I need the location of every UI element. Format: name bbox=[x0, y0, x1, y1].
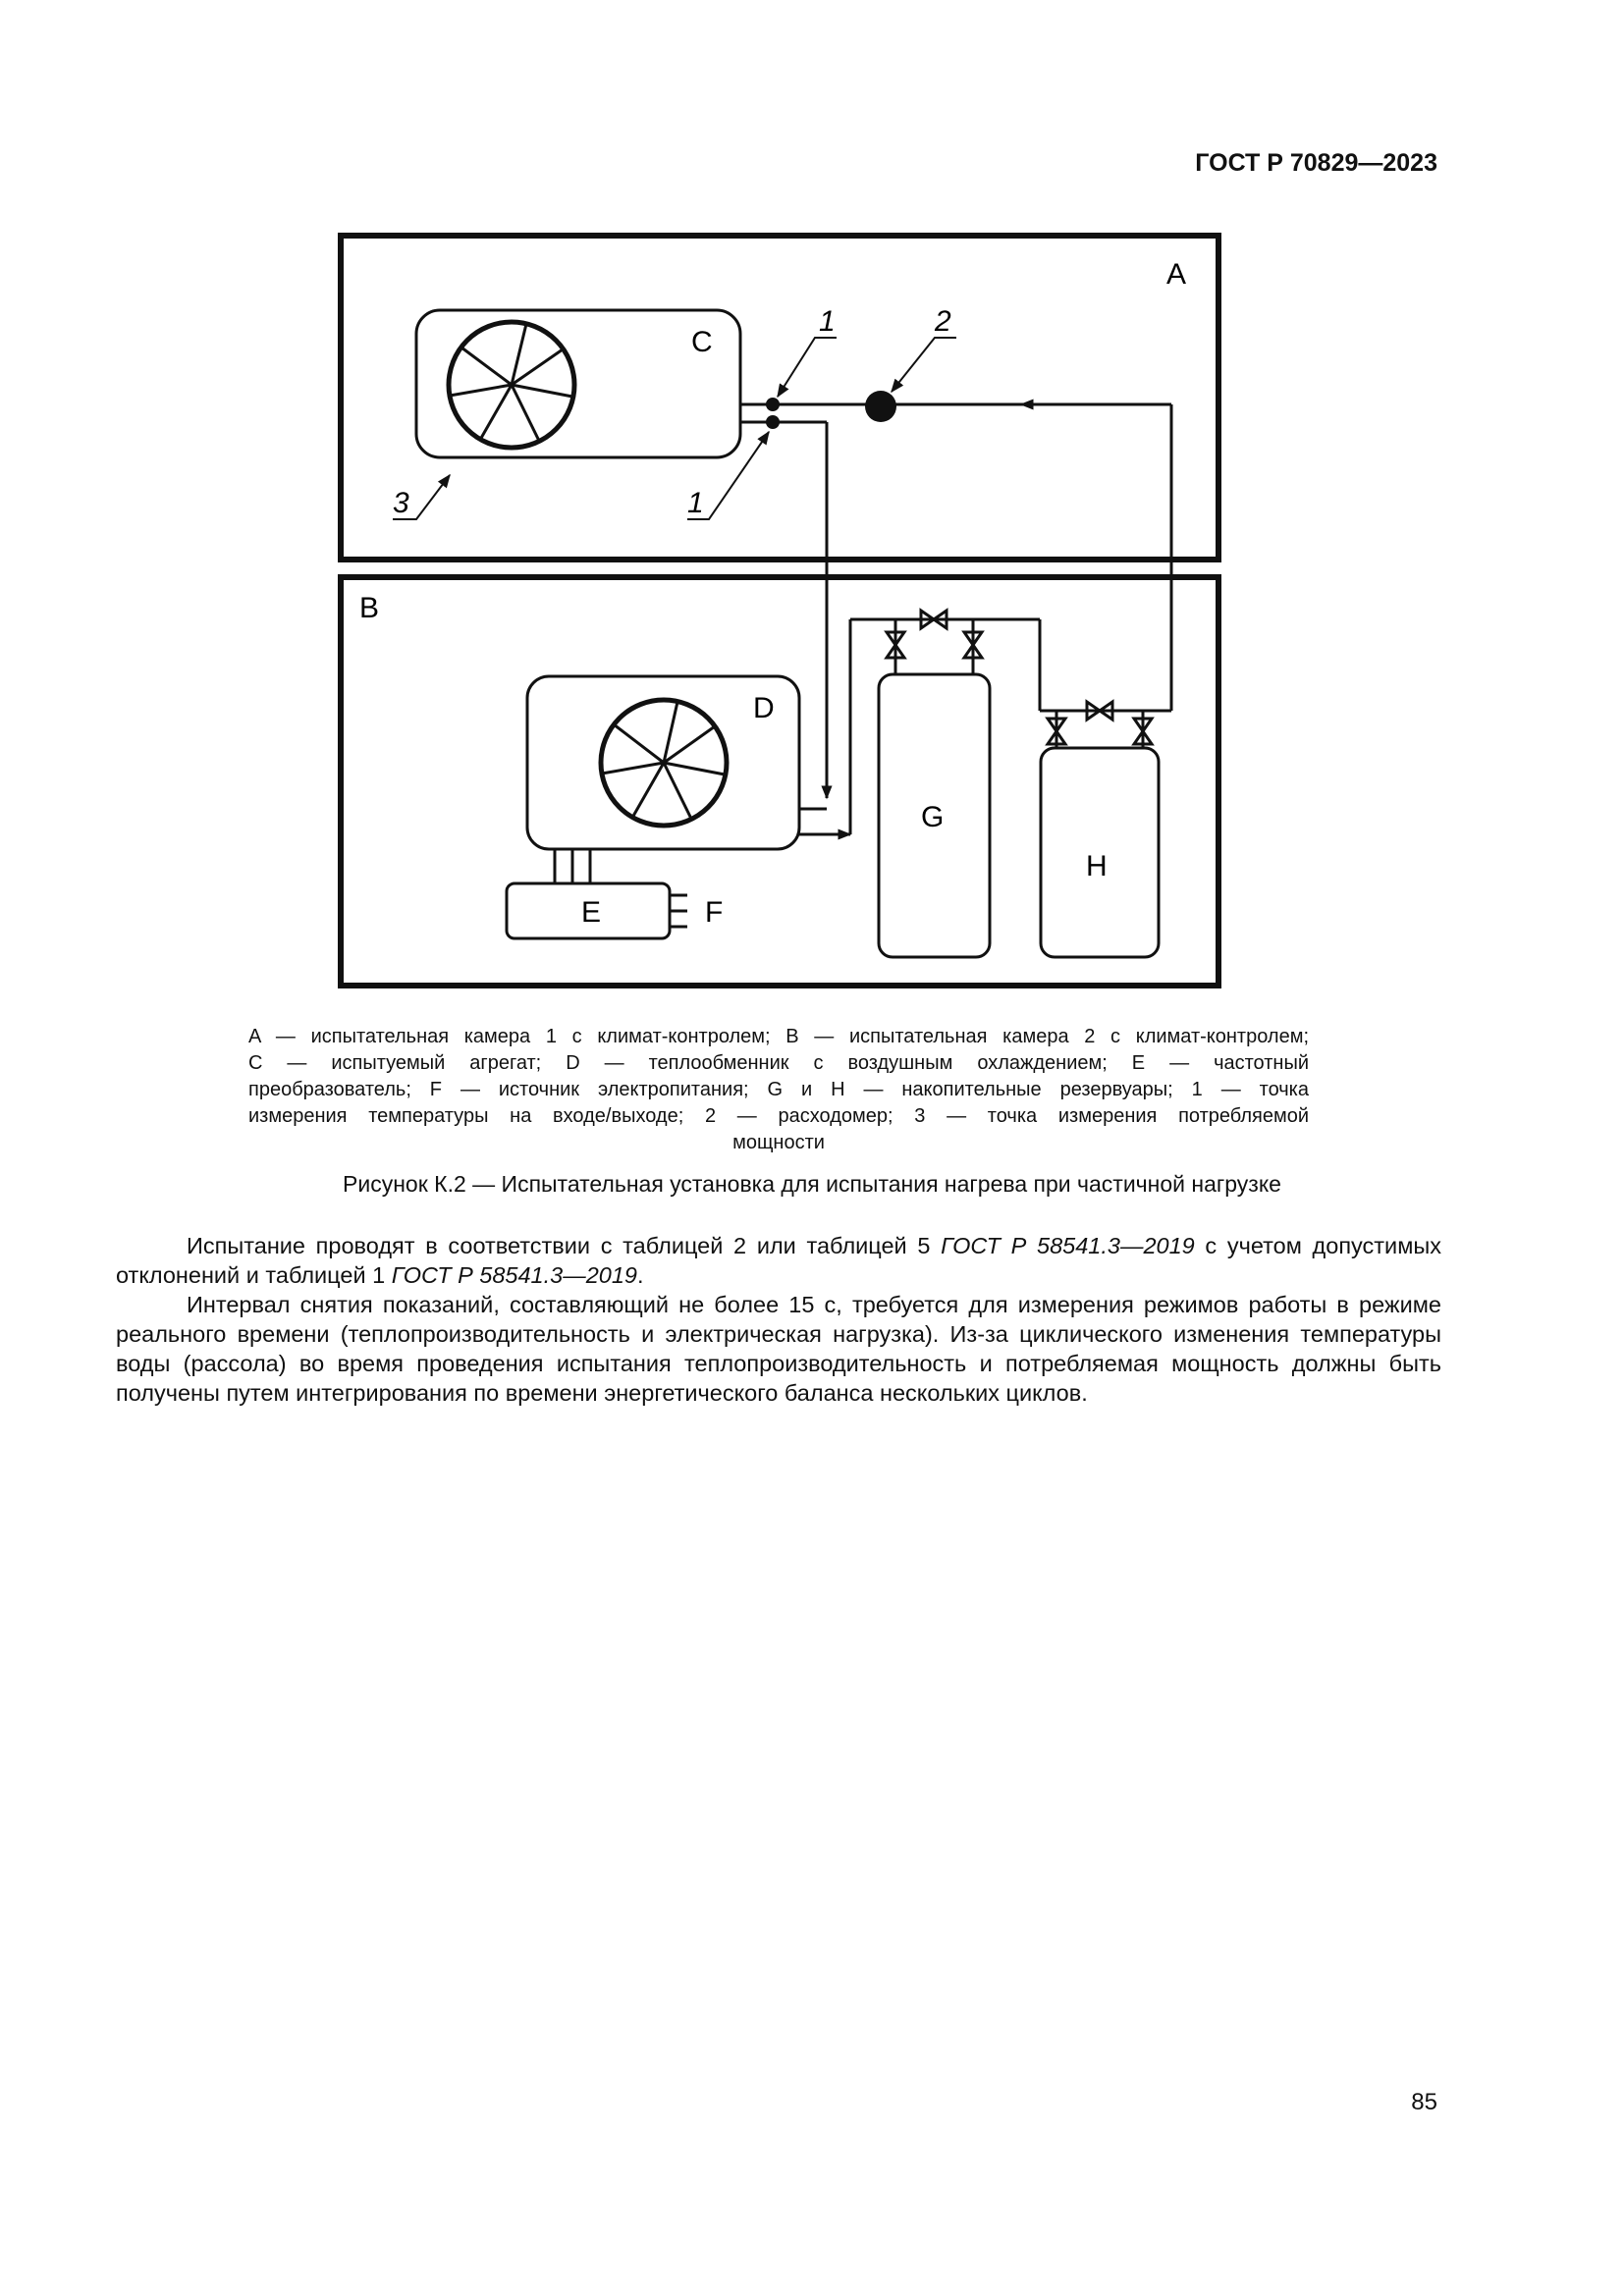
temp-point-inlet bbox=[766, 415, 780, 429]
fan-d-icon bbox=[601, 700, 727, 826]
power-supply-f-icon bbox=[670, 895, 687, 927]
figure-legend bbox=[248, 1024, 1309, 1156]
ref-2-leader bbox=[892, 338, 956, 392]
legend-line: преобразователь; F — источник электропитания; G и H — накопительные резервуары; 1 — точка bbox=[248, 1079, 1309, 1100]
page-number: 85 bbox=[1411, 2089, 1437, 2115]
ref-1-top-leader bbox=[778, 338, 837, 397]
label-c: C bbox=[691, 326, 713, 358]
paragraph-1: Испытание проводят в соответствии с таблицей 2 или таблицей 5 ГОСТ Р 58541.3—2019 с учетом допустимых отклонений и таблицей 1 ГОСТ Р 58541.3—2019. bbox=[116, 1233, 1441, 1288]
legend-line: C — испытуемый агрегат; D — теплообменник с воздушным охлаждением; E — частотный bbox=[248, 1052, 1309, 1074]
flowmeter-icon bbox=[865, 391, 896, 422]
chamber-b-box bbox=[341, 577, 1218, 986]
document-code-header: ГОСТ Р 70829—2023 bbox=[1195, 149, 1437, 177]
standard-reference: ГОСТ Р 58541.3—2019 bbox=[941, 1233, 1195, 1258]
legend-line: мощности bbox=[732, 1132, 825, 1153]
legend-line: A — испытательная камера 1 с климат-контролем; B — испытательная камера 2 с климат-контролем; bbox=[248, 1026, 1309, 1047]
body-text bbox=[116, 1231, 1441, 1408]
paragraph-2: Интервал снятия показаний, составляющий не более 15 с, требуется для измерения режимов работы в режиме реального времени (теплопроизводительность и электрическая нагрузка). Из-за циклического изменения температуры воды (рассола) во время проведения испытания теплопроизводительность и потребляемая мощность должны быть получены путем интегрирования по времени энергетического баланса нескольких циклов. bbox=[116, 1292, 1441, 1406]
standard-reference: ГОСТ Р 58541.3—2019 bbox=[391, 1262, 638, 1288]
ref-1-bottom-label: 1 bbox=[687, 487, 704, 519]
label-g: G bbox=[921, 801, 945, 833]
label-a: A bbox=[1166, 258, 1187, 291]
legend-line: измерения температуры на входе/выходе; 2 — расходомер; 3 — точка измерения потребляемой bbox=[248, 1105, 1309, 1127]
label-b: B bbox=[359, 592, 380, 624]
label-d: D bbox=[753, 692, 775, 724]
figure-caption: Рисунок К.2 — Испытательная установка для испытания нагрева при частичной нагрузке bbox=[343, 1171, 1281, 1197]
ref-2-label: 2 bbox=[935, 305, 951, 338]
chamber-a-box bbox=[341, 236, 1218, 560]
temp-point-outlet bbox=[766, 398, 780, 411]
label-h: H bbox=[1086, 850, 1108, 882]
ref-1-top-label: 1 bbox=[819, 305, 836, 338]
ref-3-label: 3 bbox=[393, 487, 409, 519]
fan-c-icon bbox=[449, 322, 574, 448]
label-e: E bbox=[581, 896, 602, 929]
test-setup-diagram bbox=[334, 228, 1237, 993]
label-f: F bbox=[705, 896, 724, 929]
